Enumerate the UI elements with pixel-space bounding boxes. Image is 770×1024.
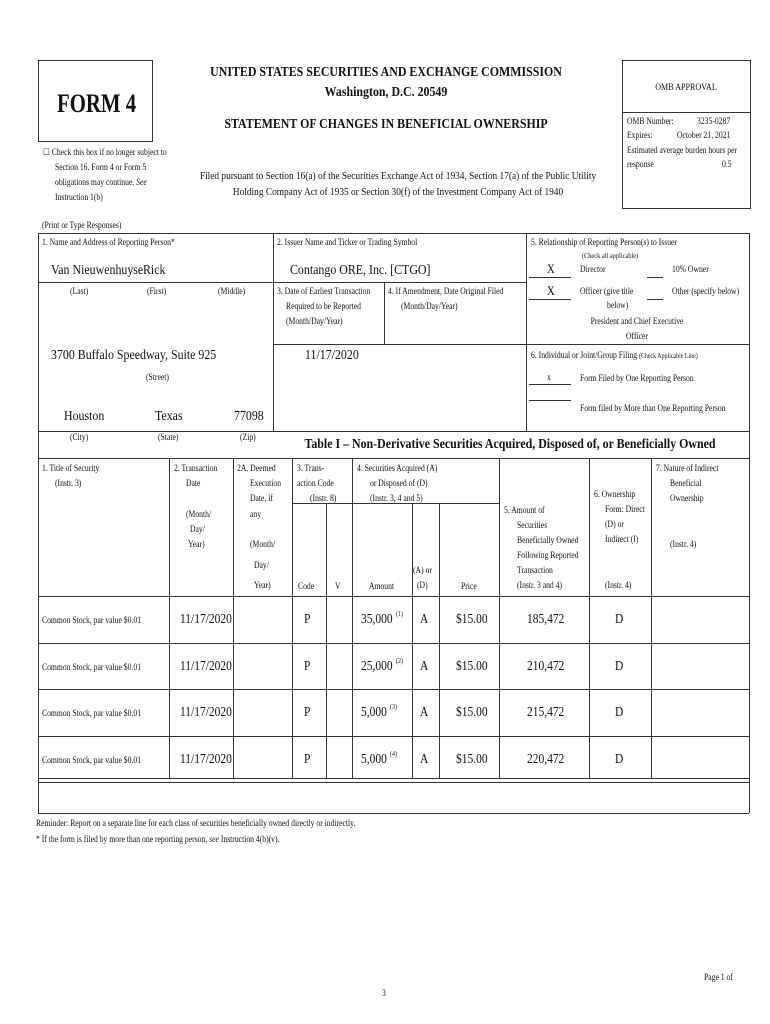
row-a-or-d: A xyxy=(420,611,429,626)
no-longer-subject-checkbox[interactable]: ☐ Check this box if no longer subject to xyxy=(43,147,167,157)
row-security: Common Stock, par value $0.01 xyxy=(42,708,142,718)
table-title: Table I – Non-Derivative Securities Acquired, Disposed of, or Beneficially Owned xyxy=(304,437,716,452)
col-ownership-form-4: Indirect (I) xyxy=(605,534,639,544)
checkbox-text-line3: obligations may continue. See xyxy=(55,177,147,187)
street-address: 3700 Buffalo Speedway, Suite 925 xyxy=(51,348,217,363)
director-label: Director xyxy=(580,264,606,274)
print-or-type-note: (Print or Type Responses) xyxy=(42,220,122,230)
col-deemed-date: 2A. Deemed xyxy=(237,463,276,473)
row-footnote: (3) xyxy=(390,703,397,711)
col-txn-date-5: Year) xyxy=(188,539,205,549)
row-ownership-form: D xyxy=(615,611,624,626)
col-amount-owned-6: (Instr. 3 and 4) xyxy=(517,580,563,590)
col-txn-date-4: Day/ xyxy=(190,524,205,534)
row-a-or-d: A xyxy=(420,750,429,766)
row-divider xyxy=(38,689,749,690)
ten-percent-owner-label: 10% Owner xyxy=(672,264,709,274)
form-label: FORM 4 xyxy=(57,89,137,118)
officer-label-2: below) xyxy=(607,300,629,310)
row-footnote: (2) xyxy=(395,656,403,665)
checkbox-text-line4: Instruction 1(b) xyxy=(55,192,103,202)
col-deemed-date-3: Date, if xyxy=(250,493,273,503)
row-security: Common Stock, par value $0.01 xyxy=(42,661,142,672)
col-txn-code: 3. Trans- xyxy=(297,463,325,473)
checkbox-icon[interactable]: ☐ xyxy=(43,147,50,157)
row-security: Common Stock, par value $0.01 xyxy=(42,754,142,765)
reporting-person-last: Van Nieuwenhuyse xyxy=(51,263,144,278)
row-ownership-form: D xyxy=(615,657,624,673)
col-txn-code-3: (Instr. 8) xyxy=(310,493,337,503)
col-deemed-date-7: Year) xyxy=(254,580,271,590)
row-price: $15.00 xyxy=(456,611,488,626)
row-security: Common Stock, par value $0.01 xyxy=(42,615,142,625)
col-a-or-d-1: (A) or xyxy=(413,565,432,575)
filing-label: 6. Individual or Joint/Group Filing (Check Applicable Line) xyxy=(531,350,698,360)
officer-label-1: Officer (give title xyxy=(580,286,634,296)
row-amount: 5,000 xyxy=(361,750,387,766)
omb-approval-box xyxy=(622,60,751,209)
reporting-person-label: 1. Name and Address of Reporting Person* xyxy=(42,237,175,247)
checkbox-text-line2: Section 16. Form 4 or Form 5 xyxy=(55,162,147,172)
row-ownership-form: D xyxy=(615,750,624,766)
col-a-or-d-2: (D) xyxy=(417,580,428,590)
col-txn-date-2: Date xyxy=(186,478,201,488)
last-label: (Last) xyxy=(70,286,89,296)
page-number: 3 xyxy=(382,988,386,998)
omb-title: OMB APPROVAL xyxy=(655,83,717,93)
state-value: Texas xyxy=(155,409,183,424)
zip-value: 77098 xyxy=(234,409,264,424)
agency-name: UNITED STATES SECURITIES AND EXCHANGE COMMISSION xyxy=(210,65,562,80)
officer-title-line2: Officer xyxy=(626,331,648,341)
row-code: P xyxy=(304,750,311,766)
issuer-value: Contango ORE, Inc. [CTGO] xyxy=(290,263,431,278)
one-person-label: Form Filed by One Reporting Person xyxy=(580,373,694,383)
row-owned: 215,472 xyxy=(527,704,565,719)
city-value: Houston xyxy=(64,409,105,424)
row-date: 11/17/2020 xyxy=(180,704,232,719)
col-ownership-form: 6. Ownership xyxy=(594,489,636,499)
col-txn-code-2: action Code xyxy=(297,478,334,488)
col-v-label: V xyxy=(335,581,341,591)
director-mark[interactable]: X xyxy=(547,262,555,276)
reminder-note: Reminder: Report on a separate line for each class of securities beneficially owned directly or indirectly. xyxy=(36,818,356,828)
form-title-box xyxy=(38,60,153,142)
col-ownership-form-5: (Instr. 4) xyxy=(605,580,632,590)
row-divider xyxy=(38,782,749,783)
row-code: P xyxy=(304,657,311,673)
col-deemed-date-6: Day/ xyxy=(254,560,269,570)
col-amount-owned-3: Beneficially Owned xyxy=(517,535,579,545)
col-amount-label: Amount xyxy=(369,581,395,591)
street-label: (Street) xyxy=(146,372,169,382)
earliest-txn-label-3: (Month/Day/Year) xyxy=(286,316,343,326)
middle-label: (Middle) xyxy=(218,286,246,296)
row-date: 11/17/2020 xyxy=(180,657,232,673)
row-amount: 5,000 xyxy=(361,704,387,719)
col-deemed-date-4: any xyxy=(250,509,262,519)
zip-label: (Zip) xyxy=(240,432,256,442)
row-date: 11/17/2020 xyxy=(180,750,232,766)
issuer-label: 2. Issuer Name and Ticker or Trading Symbol xyxy=(277,237,418,247)
row-owned: 185,472 xyxy=(527,611,565,626)
col-nature-indirect: 7. Nature of Indirect xyxy=(656,463,719,473)
col-acquired-disposed-2: or Disposed of (D) xyxy=(370,478,428,488)
col-deemed-date-5: (Month/ xyxy=(250,539,276,549)
omb-expires-label: Expires: xyxy=(627,130,653,140)
omb-number-label: OMB Number: xyxy=(627,116,674,126)
filed-pursuant-line1: Filed pursuant to Section 16(a) of the Securities Exchange Act of 1934, Section 17(a) of the Public Utility xyxy=(199,170,597,182)
row-footnote: (4) xyxy=(390,749,397,758)
row-footnote: (1) xyxy=(395,610,403,618)
col-title-security: 1. Title of Security xyxy=(42,463,100,473)
col-amount-owned-5: Transaction xyxy=(517,565,553,575)
col-nature-indirect-2: Beneficial xyxy=(670,478,702,488)
omb-burden-line: Estimated average burden hours per xyxy=(627,145,738,155)
officer-mark[interactable]: X xyxy=(547,284,555,298)
omb-burden-value: 0.5 xyxy=(722,159,732,169)
col-nature-indirect-3: Ownership xyxy=(670,493,704,503)
officer-title-line1: President and Chief Executive xyxy=(590,316,684,326)
col-ownership-form-2: Form: Direct xyxy=(605,504,645,514)
row-divider xyxy=(38,736,749,737)
row-divider xyxy=(38,643,749,644)
page-of-label: Page 1 of xyxy=(704,972,733,982)
state-label: (State) xyxy=(158,432,179,442)
one-person-mark[interactable]: x xyxy=(547,372,551,382)
relationship-sub: (Check all applicable) xyxy=(581,251,639,260)
col-acquired-disposed-3: (Instr. 3, 4 and 5) xyxy=(370,493,423,503)
first-label: (First) xyxy=(147,286,167,296)
row-amount: 25,000 xyxy=(361,657,393,673)
agency-location: Washington, D.C. 20549 xyxy=(324,85,448,100)
row-price: $15.00 xyxy=(456,750,488,766)
row-owned: 220,472 xyxy=(527,750,565,766)
row-ownership-form: D xyxy=(615,704,624,719)
more-persons-label: Form filed by More than One Reporting Person xyxy=(580,403,726,413)
row-a-or-d: A xyxy=(420,704,429,719)
row-owned: 210,472 xyxy=(527,657,565,673)
row-code: P xyxy=(304,704,311,719)
city-label: (City) xyxy=(70,432,89,442)
statement-title: STATEMENT OF CHANGES IN BENEFICIAL OWNERSHIP xyxy=(224,117,548,132)
row-price: $15.00 xyxy=(456,704,488,719)
relationship-label: 5. Relationship of Reporting Person(s) to Issuer xyxy=(531,237,677,247)
row-code: P xyxy=(304,611,311,626)
col-acquired-disposed: 4. Securities Acquired (A) xyxy=(357,463,438,473)
filed-pursuant-line2: Holding Company Act of 1935 or Section 30(f) of the Investment Company Act of 1940 xyxy=(232,186,564,198)
amendment-label-2: (Month/Day/Year) xyxy=(401,301,458,311)
row-date: 11/17/2020 xyxy=(180,611,232,626)
amendment-label-1: 4. If Amendment, Date Original Filed xyxy=(388,286,504,296)
col-txn-date-3: (Month/ xyxy=(186,509,212,519)
col-txn-date: 2. Transaction xyxy=(174,463,218,473)
omb-burden-label: response xyxy=(627,159,654,169)
row-amount: 35,000 xyxy=(361,611,393,626)
earliest-txn-label-2: Required to be Reported xyxy=(286,301,361,311)
col-deemed-date-2: Execution xyxy=(250,478,282,488)
col-title-security-instr: (Instr. 3) xyxy=(55,478,82,488)
earliest-txn-label-1: 3. Date of Earliest Transaction xyxy=(277,286,371,296)
other-label: Other (specify below) xyxy=(672,286,740,296)
col-ownership-form-3: (D) or xyxy=(605,519,624,529)
row-price: $15.00 xyxy=(456,657,488,673)
col-nature-indirect-4: (Instr. 4) xyxy=(670,539,697,549)
row-a-or-d: A xyxy=(420,657,429,673)
col-amount-owned: 5. Amount of xyxy=(504,505,545,515)
omb-number-value: 3235-0287 xyxy=(697,116,731,126)
col-amount-owned-4: Following Reported xyxy=(517,550,579,560)
multiple-persons-note: * If the form is filed by more than one reporting person, see Instruction 4(b)(v). xyxy=(36,834,280,844)
col-amount-owned-2: Securities xyxy=(517,520,548,530)
omb-expires-value: October 21, 2021 xyxy=(677,130,731,140)
earliest-txn-value: 11/17/2020 xyxy=(305,348,359,363)
reporting-person-first: Rick xyxy=(143,263,166,278)
col-price-label: Price xyxy=(461,581,477,591)
col-code-label: Code xyxy=(298,581,315,591)
